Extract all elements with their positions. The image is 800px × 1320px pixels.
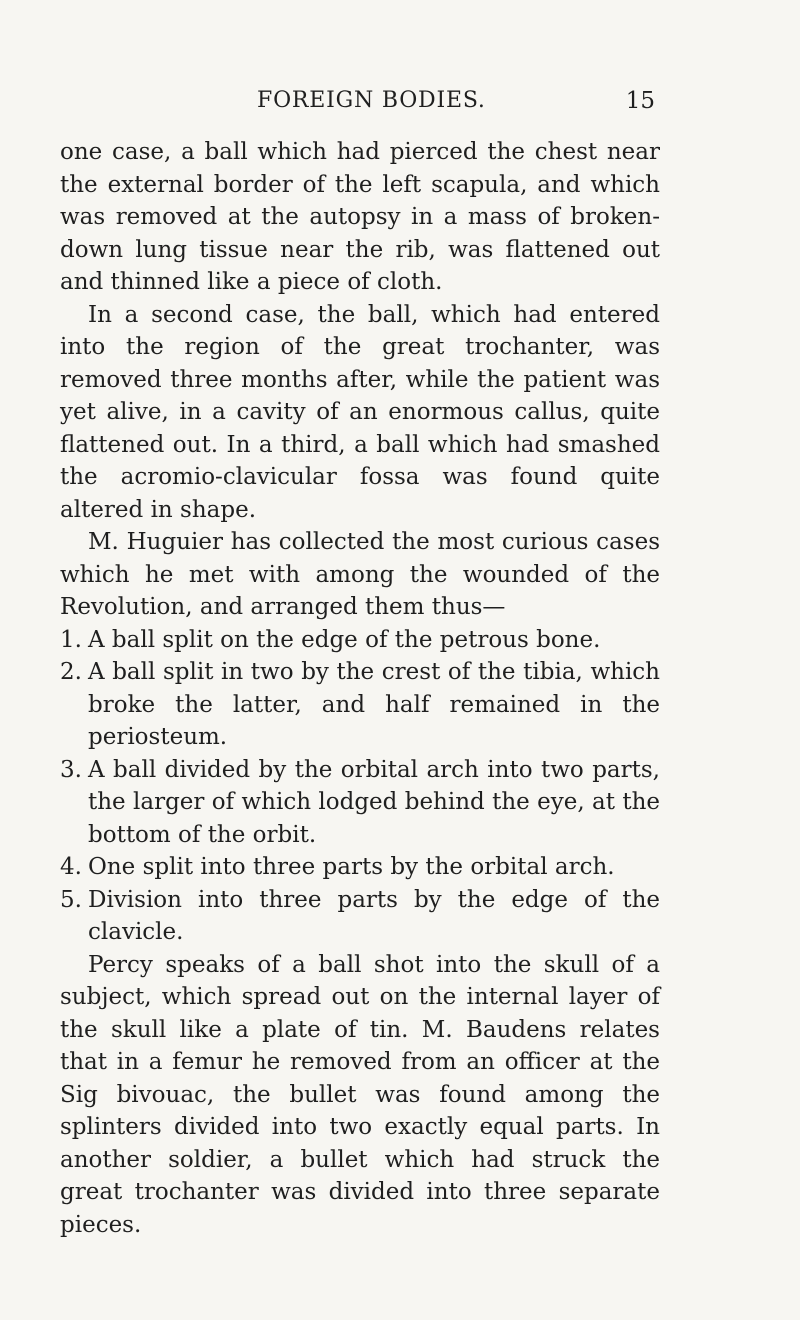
paragraph-continuation: one case, a ball which had pierced the chest near the external border of the left scapula, and which was removed at the autopsy in a mass of broken-down lung tissue near the rib, was flattened out and thinned like a piece of cloth. (60, 139, 660, 295)
list-item (60, 656, 660, 754)
list-item-number: 2. (60, 659, 82, 685)
case-list (60, 624, 660, 949)
list-item-text: A ball split on the edge of the petrous bone. (88, 626, 601, 653)
list-item-number: 3. (60, 756, 82, 783)
chapter-title: FOREIGN BODIES. (257, 88, 486, 113)
list-item-text: One split into three parts by the orbital arch. (88, 854, 615, 880)
page-number: 15 (625, 88, 655, 114)
list-item-number: 4. (60, 854, 82, 880)
running-head (60, 88, 655, 124)
list-item-number: 1. (60, 626, 82, 653)
list-item (60, 624, 660, 657)
list-item-text: A ball split in two by the crest of the tibia, which broke the latter, and half remained in the periosteum. (88, 659, 660, 750)
list-item-text: Division into three parts by the edge of the clavicle. (88, 886, 660, 945)
list-item-text: A ball divided by the orbital arch into two parts, the larger of which lodged behind the eye, at the bottom of the orbit. (88, 756, 660, 848)
paragraph-second-case: In a second case, the ball, which had entered into the region of the great trochanter, was removed three months after, while the patient was yet alive, in a cavity of an enormous callus, quite flattened out. In a third, a ball which had smashed the acromio-clavicular fossa was found quite altered in shape. (60, 301, 660, 523)
paragraph-percy-baudens: Percy speaks of a ball shot into the skull of a subject, which spread out on the internal layer of the skull like a plate of tin. M. Baudens relates that in a femur he removed from an officer at the Sig bivouac, the bullet was found among the splinters divided into two exactly equal parts. In another soldier, a bullet which had struck the great trochanter was divided into three separate pieces. (60, 951, 660, 1238)
list-item (60, 851, 660, 884)
paragraph-huguier-cases: M. Huguier has collected the most curious cases which he met with among the wounded of the Revolution, and arranged them thus— (60, 529, 660, 620)
body-text (60, 136, 660, 1241)
list-item (60, 754, 660, 852)
list-item-number: 5. (60, 886, 82, 913)
list-item (60, 884, 660, 949)
